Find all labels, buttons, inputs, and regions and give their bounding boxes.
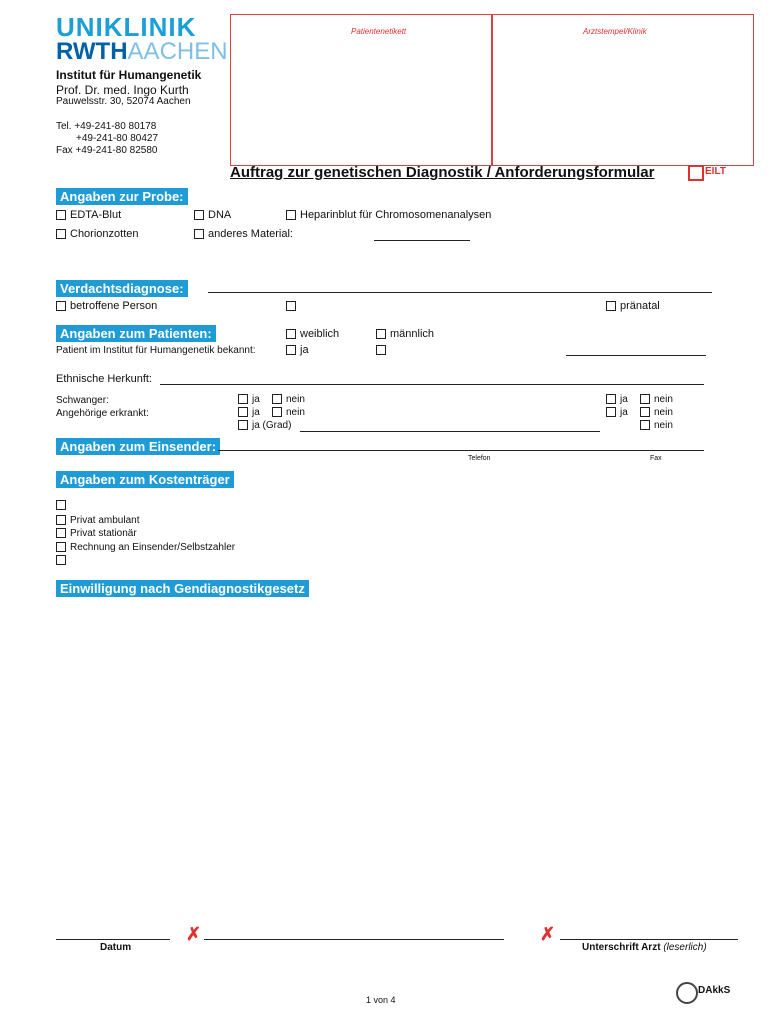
kosten-opt5[interactable] — [56, 554, 235, 568]
checkbox-schwanger-ja[interactable] — [238, 394, 248, 404]
tel1: Tel. +49-241-80 80178 — [56, 121, 157, 132]
option-maennlich[interactable] — [376, 328, 434, 340]
kosten-opt3[interactable] — [56, 527, 235, 541]
vorbef-pat-ja[interactable] — [606, 393, 628, 406]
einsender-sub3: Fax — [650, 455, 662, 462]
checkbox-heparin[interactable] — [286, 210, 296, 220]
logo-uniklinik: UNIKLINIK — [56, 12, 197, 42]
weiblich-label: weiblich — [300, 328, 340, 340]
checkbox-angehoerige-ja[interactable] — [238, 407, 248, 417]
logo-rwth-text: RWTH — [56, 38, 128, 65]
option-dna[interactable] — [194, 209, 231, 221]
verdacht-line[interactable] — [208, 292, 712, 293]
checkbox-bekannt-ja[interactable] — [286, 345, 296, 355]
ethnisch-line[interactable] — [160, 384, 704, 385]
angehoerige-nein-label: nein — [286, 407, 305, 418]
anamnese-nein — [272, 393, 305, 419]
checkbox-kosten-4[interactable] — [56, 542, 66, 552]
patient-label-box[interactable] — [230, 14, 492, 166]
datum-line[interactable] — [56, 939, 170, 940]
section-einsender: Angaben zum Einsender: — [56, 438, 220, 455]
section-kosten: Angaben zum Kostenträger — [56, 471, 234, 488]
kosten-options — [56, 499, 235, 568]
logo-aachen-text: AACHEN — [127, 38, 228, 65]
arzt-sign-note: (leserlich) — [663, 942, 707, 953]
checkbox-weiblich[interactable] — [286, 329, 296, 339]
vorbef-pat-ja-label: ja — [620, 394, 628, 405]
checkbox-dna[interactable] — [194, 210, 204, 220]
checkbox-praediktiv[interactable] — [286, 301, 296, 311]
schwanger-nein-label: nein — [286, 394, 305, 405]
vorbef-3-nein[interactable] — [640, 419, 673, 432]
vorbef-pat-nein[interactable] — [640, 393, 673, 406]
stamp-box[interactable] — [492, 14, 754, 166]
option-praediktiv[interactable] — [286, 300, 300, 312]
kosten-opt3-label: Privat stationär — [70, 528, 137, 539]
vorbef-pat-nein-label: nein — [654, 394, 673, 405]
checkbox-kosten-2[interactable] — [56, 515, 66, 525]
section-probe: Angaben zur Probe: — [56, 188, 188, 205]
eilt-label: EILT — [705, 166, 726, 177]
logo-rwth — [56, 40, 228, 64]
dakks-seal-icon — [676, 982, 698, 1004]
checkbox-praenatal[interactable] — [606, 301, 616, 311]
checkbox-edta[interactable] — [56, 210, 66, 220]
vorbef-ang-nein[interactable] — [640, 406, 673, 419]
checkbox-kosten-1[interactable] — [56, 500, 66, 510]
schwanger-nein[interactable] — [272, 393, 305, 406]
checkbox-betroffen[interactable] — [56, 301, 66, 311]
vorbef-ang-nein-label: nein — [654, 407, 673, 418]
angehoerige-ja-label: ja — [252, 407, 260, 418]
schwanger-label: Schwanger: — [56, 395, 109, 406]
dakks-text: DAkkS — [698, 985, 731, 996]
kosten-opt1[interactable] — [56, 499, 235, 514]
option-chorion[interactable] — [56, 228, 139, 240]
bekannt-label: Patient im Institut für Humangenetik bekannt: — [56, 345, 256, 356]
kosten-opt4-label: Rechnung an Einsender/Selbstzahler — [70, 541, 236, 553]
institute-name: Institut für Humangenetik — [56, 68, 202, 82]
datum-label: Datum — [100, 942, 132, 953]
dakks-logo — [676, 980, 736, 1014]
angehoerige-label: Angehörige erkrankt: — [56, 408, 149, 419]
checkbox-vorbef-3-nein[interactable] — [640, 420, 650, 430]
checkbox-bekannt-nein[interactable] — [376, 345, 386, 355]
checkbox-angehoerige-nein[interactable] — [272, 407, 282, 417]
maennlich-label: männlich — [390, 328, 435, 340]
patient-sign-line[interactable] — [204, 939, 504, 940]
einwilligung-text — [56, 601, 724, 604]
tel2: +49-241-80 80427 — [76, 133, 159, 144]
option-anderes[interactable] — [194, 228, 293, 240]
option-betroffen[interactable] — [56, 300, 157, 312]
ethnisch-label: Ethnische Herkunft: — [56, 373, 152, 385]
betroffen-label: betroffene Person — [70, 300, 158, 312]
vorbef-ang-ja-label: ja — [620, 407, 628, 418]
anderes-line[interactable] — [374, 240, 470, 241]
option-weiblich[interactable] — [286, 328, 339, 340]
option-edta[interactable] — [56, 209, 121, 221]
angehoeriger-line[interactable] — [566, 355, 706, 356]
kosten-opt2[interactable] — [56, 514, 235, 528]
einsender-sub2: Telefon — [468, 455, 491, 462]
blutsverw-ja-label: ja (Grad) — [252, 420, 292, 431]
heparin-label: Heparinblut für Chromosomenanalysen — [300, 209, 492, 221]
blutsverw-ja[interactable] — [238, 419, 291, 432]
grad-line[interactable] — [300, 431, 600, 432]
checkbox-vorbef-ang-ja[interactable] — [606, 407, 616, 417]
angehoerige-nein[interactable] — [272, 406, 305, 419]
bekannt-ja-label: ja — [300, 344, 309, 356]
praenatal-label: pränatal — [620, 300, 660, 312]
option-praenatal[interactable] — [606, 300, 660, 312]
checkbox-maennlich[interactable] — [376, 329, 386, 339]
vorbef-3-nein-label: nein — [654, 420, 673, 431]
cross-icon-patient: ✗ — [186, 924, 202, 944]
eilt-checkbox[interactable] — [688, 165, 704, 181]
stamp-caption: Arztstempel/Klinik — [583, 27, 647, 36]
checkbox-vorbef-pat-nein[interactable] — [640, 394, 650, 404]
option-heparin[interactable] — [286, 209, 491, 221]
page-number: 1 von 4 — [366, 995, 396, 1005]
einsender-line[interactable] — [218, 450, 704, 451]
option-bekannt-nein[interactable] — [376, 344, 390, 356]
address: Pauwelsstr. 30, 52074 Aachen — [56, 96, 191, 107]
arzt-sign-text: Unterschrift Arzt — [582, 942, 661, 953]
patient-label-caption: Patientenetikett — [351, 27, 407, 36]
arzt-sign-line[interactable] — [560, 939, 738, 940]
schwanger-ja-label: ja — [252, 394, 260, 405]
anamnese-labels — [56, 394, 149, 420]
section-patient: Angaben zum Patienten: — [56, 325, 216, 342]
checkbox-kosten-3[interactable] — [56, 528, 66, 538]
cross-icon-arzt: ✗ — [540, 924, 556, 944]
section-einwilligung: Einwilligung nach Gendiagnostikgesetz — [56, 580, 309, 597]
vorbefunde-ja — [606, 393, 628, 419]
vorbef-ang-ja[interactable] — [606, 406, 628, 419]
kosten-opt2-label: Privat ambulant — [70, 514, 140, 526]
option-bekannt-ja[interactable] — [286, 344, 309, 356]
checkbox-vorbef-pat-ja[interactable] — [606, 394, 616, 404]
anderes-label: anderes Material: — [208, 228, 293, 240]
checkbox-kosten-5[interactable] — [56, 555, 66, 565]
chorion-label: Chorionzotten — [70, 228, 139, 240]
checkbox-blutsverw-ja[interactable] — [238, 420, 248, 430]
checkbox-chorion[interactable] — [56, 229, 66, 239]
arzt-sign-label — [582, 942, 707, 953]
dna-label: DNA — [208, 209, 232, 221]
checkbox-anderes[interactable] — [194, 229, 204, 239]
fax: Fax +49-241-80 82580 — [56, 145, 158, 156]
checkbox-vorbef-ang-nein[interactable] — [640, 407, 650, 417]
kosten-opt4[interactable] — [56, 541, 235, 555]
professor-name: Prof. Dr. med. Ingo Kurth — [56, 83, 189, 97]
vorbefunde-nein — [640, 393, 673, 432]
edta-label: EDTA-Blut — [70, 209, 122, 221]
checkbox-schwanger-nein[interactable] — [272, 394, 282, 404]
section-verdacht: Verdachtsdiagnose: — [56, 280, 188, 297]
form-title: Auftrag zur genetischen Diagnostik / Anforderungsformular — [230, 164, 655, 181]
